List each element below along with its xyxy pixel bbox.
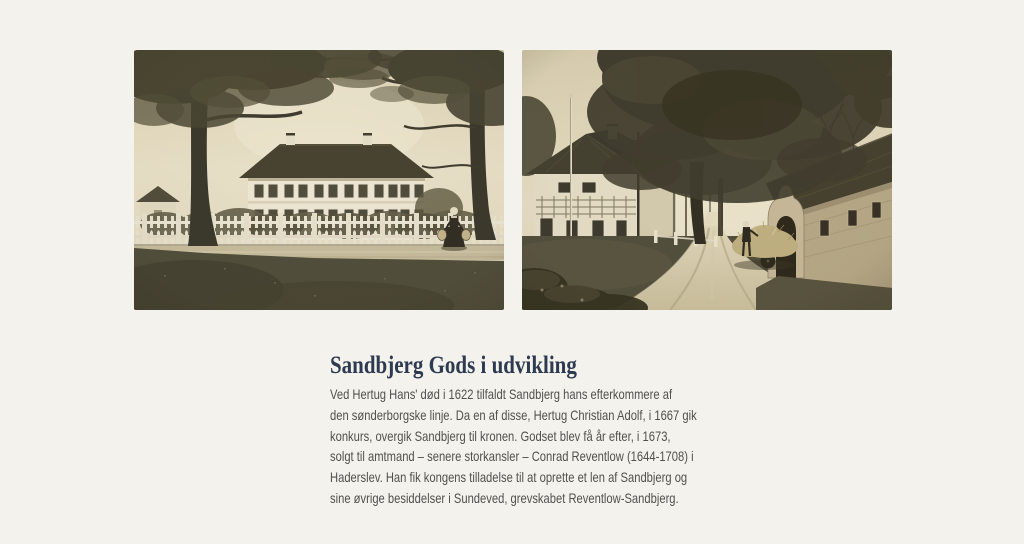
- paragraph-line: konkurs, overgik Sandbjerg til kronen. Godset blev få år efter, i 1673,: [330, 427, 671, 444]
- paragraph-line: Ved Hertug Hans' død i 1622 tilfaldt Sandbjerg hans efterkommere af: [330, 386, 673, 402]
- article-paragraph: [330, 384, 778, 509]
- paragraph-line: Haderslev. Han fik kongens tilladelse til at oprette et len af Sandbjerg og: [330, 469, 688, 486]
- paragraph-line: sine øvrige besiddelser i Sundeved, grevskabet Reventlow-Sandbjerg.: [330, 489, 679, 506]
- manor-photo-illustration: [134, 50, 504, 310]
- article-section: [330, 352, 890, 509]
- village-photo-illustration: [522, 50, 892, 310]
- photo-village-road: [522, 50, 892, 310]
- section-title: Sandbjerg Gods i udvikling: [330, 352, 577, 379]
- photo-grid: [134, 50, 892, 310]
- photo-sandbjerg-manor: [134, 50, 504, 310]
- paragraph-line: solgt til amtmand – senere storkansler – Conrad Reventlow (1644-1708) i: [330, 448, 694, 465]
- paragraph-line: den sønderborgske linje. Da en af disse, Hertug Christian Adolf, i 1667 gik: [330, 406, 697, 423]
